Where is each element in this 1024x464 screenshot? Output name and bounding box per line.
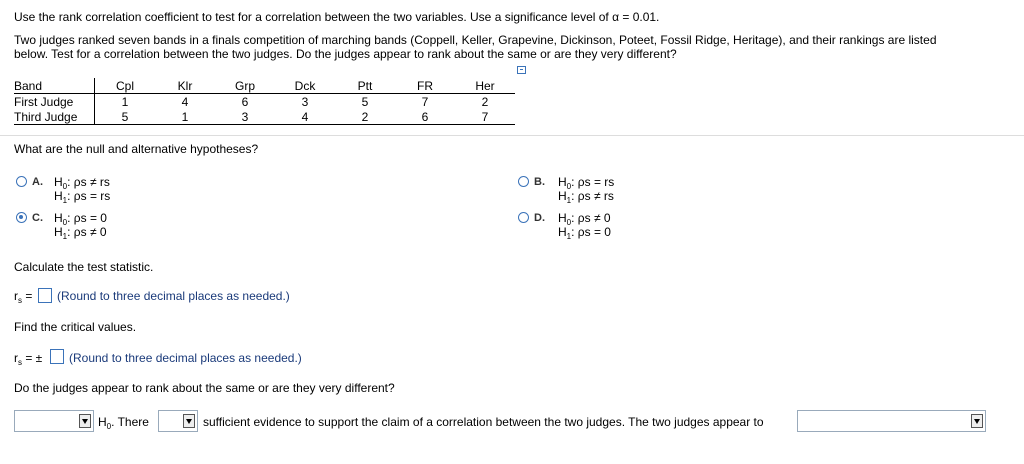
option-a-radio[interactable] [16,176,27,187]
test-statistic-label: $r_s$ = [14,289,33,305]
option-c-h0: $H_0$: ρs = 0 [54,211,107,227]
table-cell: 6 [241,94,249,109]
table-header-cell: Ptt [335,78,395,94]
table-cell: 2 [481,94,489,109]
table-header-cell: Her [455,78,515,94]
table-cell: 4 [181,94,189,109]
rounding-hint-2: (Round to three decimal places as needed.) [69,351,302,365]
table-header-row [14,78,515,94]
evidence-dropdown[interactable] [158,410,198,432]
description-line1: Two judges ranked seven bands in a finals competition of marching bands (Coppell, Keller, Grapevine, Dickinson, Poteet, Fossil Ridge, Heritage), and their rankings are listed [14,33,937,47]
option-a-label: A. [32,176,43,188]
table-cell: Third Judge [14,109,95,125]
option-a-h1-expr: ρs = rs [73,189,111,203]
table-cell: 4 [275,109,335,125]
conclusion-text: sufficient evidence to support the claim of a correlation between the two judges. The two judges appear to [203,415,764,429]
table-cell: 2 [335,109,395,125]
table-header-cell: FR [395,78,455,94]
table-cell: 3 [215,109,275,125]
critical-value-input[interactable] [50,349,64,364]
option-d-h1-expr: ρs = 0 [577,225,611,239]
reject-decision-dropdown[interactable] [14,410,94,432]
table-cell: First Judge [14,94,95,110]
rounding-hint-1: (Round to three decimal places as needed.) [57,289,290,303]
option-c-label: C. [32,212,43,224]
table-cell: 5 [95,109,156,125]
question-critical-values: Find the critical values. [14,320,137,334]
divider [0,135,1024,136]
option-c-h0-expr: ρs = 0 [73,211,107,225]
option-b-h1: $H_1$: ρs ≠ rs [558,189,614,205]
rankings-table [14,78,515,125]
table-header-cell: Grp [215,78,275,94]
option-d-h0: $H_0$: ρs ≠ 0 [558,211,611,227]
option-b-label: B. [534,176,545,188]
rank-similarity-dropdown[interactable] [797,410,986,432]
chevron-down-icon[interactable] [79,414,91,428]
table-cell: 1 [121,94,129,109]
chevron-down-icon[interactable] [971,414,983,428]
chevron-down-icon[interactable] [183,414,195,428]
critical-value-label: $r_s$ = ± [14,351,43,367]
option-b-h0-expr: ρs = rs [577,175,615,189]
table-header-cell: Band [14,78,95,94]
table-cell: 7 [455,109,515,125]
table-cell: 1 [155,109,215,125]
table-cell: 7 [421,94,429,109]
copy-data-icon[interactable] [517,66,526,74]
intro-text: Use the rank correlation coefficient to test for a correlation between the two variables. Use a significance level of α = 0.01. [14,10,660,24]
option-a-h1: $H_1$: ρs = rs [54,189,111,205]
option-a-h0-expr: ρs ≠ rs [73,175,110,189]
option-a-h0: $H_0$: ρs ≠ rs [54,175,110,191]
question-conclusion: Do the judges appear to rank about the same or are they very different? [14,381,395,395]
table-cell: 6 [395,109,455,125]
option-d-h0-expr: ρs ≠ 0 [577,211,611,225]
option-c-h1: $H_1$: ρs ≠ 0 [54,225,107,241]
table-header-cell: Klr [155,78,215,94]
table-row [14,94,515,110]
table-row [14,109,515,125]
h0-there-text: $H_0$. There [98,415,149,431]
option-b-radio[interactable] [518,176,529,187]
option-c-radio[interactable] [16,212,27,223]
table-header-cell: Dck [275,78,335,94]
option-d-label: D. [534,212,545,224]
test-statistic-input[interactable] [38,288,52,303]
question-hypotheses: What are the null and alternative hypotheses? [14,142,259,156]
table-header-cell: Cpl [95,78,156,94]
table-cell: 3 [301,94,309,109]
option-c-h1-expr: ρs ≠ 0 [73,225,107,239]
option-d-h1: $H_1$: ρs = 0 [558,225,611,241]
option-b-h1-expr: ρs ≠ rs [577,189,614,203]
question-test-statistic: Calculate the test statistic. [14,260,154,274]
option-b-h0: $H_0$: ρs = rs [558,175,615,191]
option-d-radio[interactable] [518,212,529,223]
description-line2: below. Test for a correlation between the two judges. Do the judges appear to rank about the same or are they very different? [14,47,677,61]
table-cell: 5 [361,94,369,109]
